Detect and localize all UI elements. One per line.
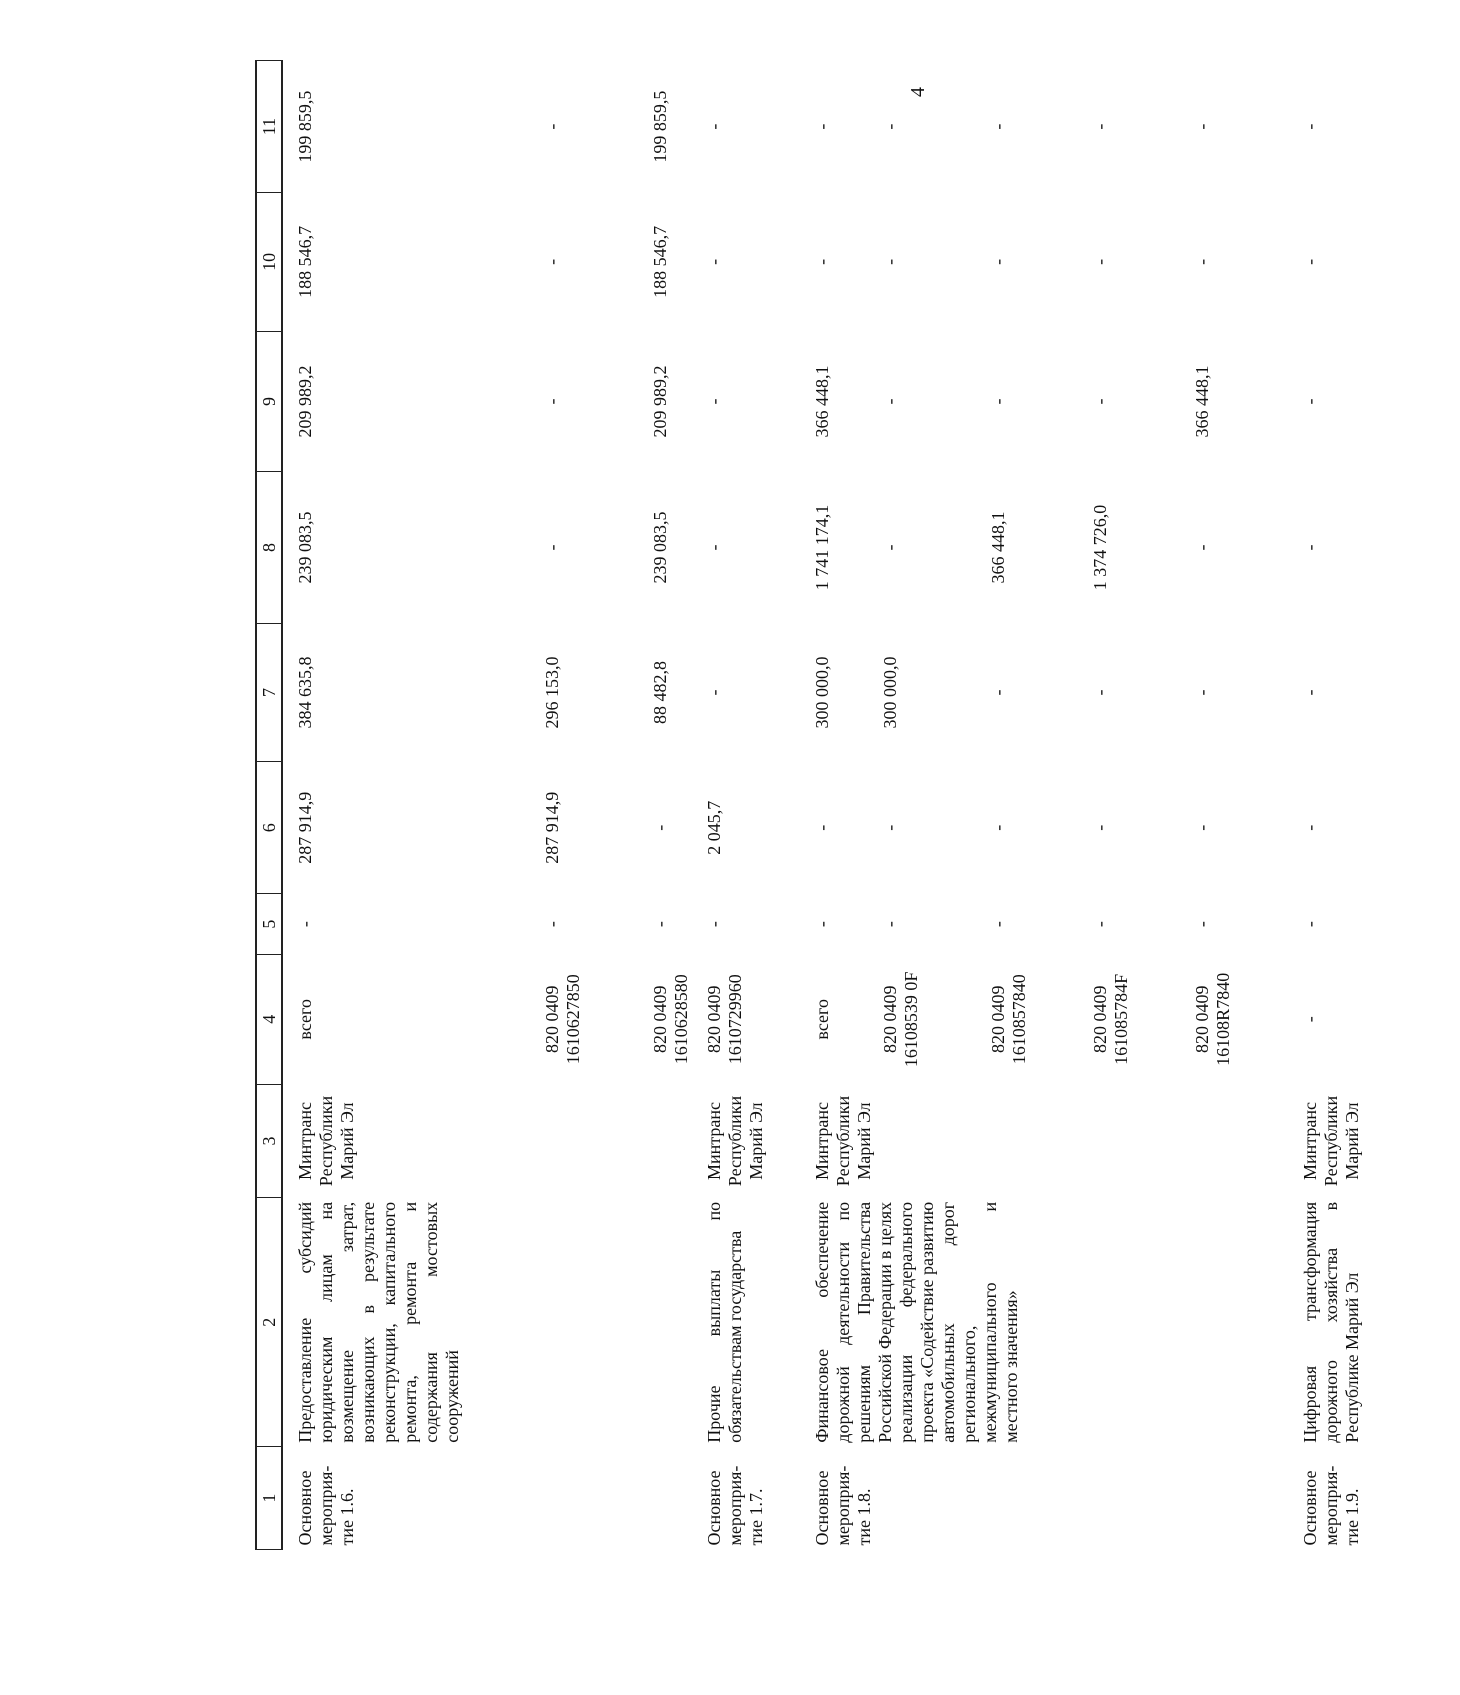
value-col-7: - [1300,689,1320,696]
measure-id: Основное мероприя-тие 1.9. [1300,1465,1362,1546]
budget-code: 820 0409 161085784F [1090,973,1131,1065]
table-row [282,61,530,1550]
value-col-10: - [812,258,832,265]
value-col-11: - [1192,123,1212,130]
value-col-6: - [650,824,670,831]
value-col-8: - [1192,544,1212,551]
page-number: 4 [907,87,929,97]
col-header-8: 8 [256,472,282,623]
responsible-executor: Минтранс Республики Марий Эл [704,1095,766,1187]
value-col-9: - [988,398,1008,405]
value-col-5: - [812,921,832,928]
value-col-6: - [812,824,832,831]
value-col-10: 188 546,7 [295,225,315,298]
budget-code: 820 0409 16108539 0F [880,971,921,1068]
value-col-7: - [704,689,724,696]
value-col-7: 300 000,0 [812,656,832,729]
budget-code: 820 0409 1610627850 [542,974,583,1065]
value-col-10: - [880,258,900,265]
value-col-7: 296 153,0 [542,656,562,729]
value-col-9: 366 448,1 [812,365,832,438]
value-col-8: - [704,544,724,551]
value-col-11: - [542,123,562,130]
value-col-8: 1 741 174,1 [812,504,832,591]
measure-id: Основное мероприя-тие 1.7. [704,1465,766,1546]
value-col-10: - [1090,258,1110,265]
value-col-6: - [1090,824,1110,831]
value-col-7: 88 482,8 [650,661,670,725]
value-col-6: 2 045,7 [704,800,724,855]
measure-id: Основное мероприя-тие 1.8. [812,1465,874,1546]
value-col-5: - [988,921,1008,928]
value-col-9: - [1090,398,1110,405]
measure-description: Предоставление субсидий юридическим лицам на возмещение затрат, возникающих в результате реконструкции, капитального ремонта, ремонта и содержания мостовых сооружений [295,1201,462,1443]
value-col-6: - [880,824,900,831]
value-col-11: - [704,123,724,130]
value-col-6: 287 914,9 [295,791,315,864]
table-row [800,61,868,1550]
header-row [256,61,282,1550]
measure-description: Прочие выплаты по обязательствам государства [704,1201,745,1443]
value-col-5: - [650,921,670,928]
budget-code: всего [812,999,832,1040]
table-row [692,61,800,1550]
value-col-8: - [880,544,900,551]
value-col-8: 366 448,1 [988,511,1008,584]
value-col-5: - [880,921,900,928]
budget-code: 820 0409 1610729960 [704,974,745,1065]
value-col-7: - [988,689,1008,696]
budget-code: всего [295,999,315,1040]
value-col-7: 384 635,8 [295,656,315,729]
value-col-6: - [988,824,1008,831]
value-col-10: - [704,258,724,265]
value-col-5: - [1090,921,1110,928]
value-col-8: - [542,544,562,551]
value-col-9: - [880,398,900,405]
value-col-9: - [542,398,562,405]
rotated-sheet [255,60,1362,1550]
col-header-5: 5 [256,894,282,955]
value-col-11: - [988,123,1008,130]
col-header-6: 6 [256,762,282,894]
value-col-5: - [295,921,315,928]
value-col-11: 199 859,5 [650,90,670,163]
measure-id: Основное мероприя-тие 1.6. [295,1465,357,1546]
col-header-7: 7 [256,623,282,762]
budget-table [255,60,1460,1550]
value-col-11: 199 859,5 [295,90,315,163]
value-col-5: - [704,921,724,928]
value-col-10: - [988,258,1008,265]
value-col-6: - [1192,824,1212,831]
value-col-10: - [1192,258,1212,265]
value-col-11: - [1300,123,1320,130]
value-col-9: 209 989,2 [650,365,670,438]
budget-code: 820 0409 1610857840 [988,974,1029,1065]
value-col-5: - [1300,921,1320,928]
value-col-8: 1 374 726,0 [1090,504,1110,591]
value-col-6: - [1300,824,1320,831]
value-col-10: 188 546,7 [650,225,670,298]
value-col-9: 209 989,2 [295,365,315,438]
value-col-5: - [1192,921,1212,928]
responsible-executor: Минтранс Республики Марий Эл [812,1095,874,1187]
budget-code: 820 0409 16108R7840 [1192,972,1233,1066]
value-col-6: 287 914,9 [542,791,562,864]
budget-code: 820 0409 1610628580 [650,974,691,1065]
budget-code: - [1300,1016,1320,1023]
value-col-10: - [1300,258,1320,265]
col-header-3: 3 [256,1084,282,1198]
col-header-2: 2 [256,1198,282,1447]
measure-description: Финансовое обеспечение дорожной деятельности по решениям Правительства Российской Федерации в целях реализации федерального проекта «Содействие развитию автомобильных дорог регионального, межмуниципального и местного значения» [812,1201,1021,1443]
responsible-executor: Минтранс Республики Марий Эл [1300,1095,1362,1187]
responsible-executor: Минтранс Республики Марий Эл [295,1095,357,1187]
table-row [1288,61,1460,1550]
value-col-9: - [1300,398,1320,405]
measure-description: Цифровая трансформация дорожного хозяйства в Республике Марий Эл [1300,1201,1362,1443]
value-col-5: - [542,921,562,928]
col-header-10: 10 [256,193,282,332]
value-col-11: - [812,123,832,130]
value-col-9: - [704,398,724,405]
value-col-11: - [880,123,900,130]
value-col-10: - [542,258,562,265]
value-col-8: 239 083,5 [295,511,315,584]
col-header-11: 11 [256,61,282,193]
value-col-11: - [1090,123,1110,130]
col-header-9: 9 [256,331,282,472]
value-col-7: - [1090,689,1110,696]
value-col-7: - [1192,689,1212,696]
value-col-8: 239 083,5 [650,511,670,584]
value-col-9: 366 448,1 [1192,365,1212,438]
value-col-8: - [1300,544,1320,551]
col-header-4: 4 [256,954,282,1084]
col-header-1: 1 [256,1447,282,1550]
value-col-7: 300 000,0 [880,656,900,729]
